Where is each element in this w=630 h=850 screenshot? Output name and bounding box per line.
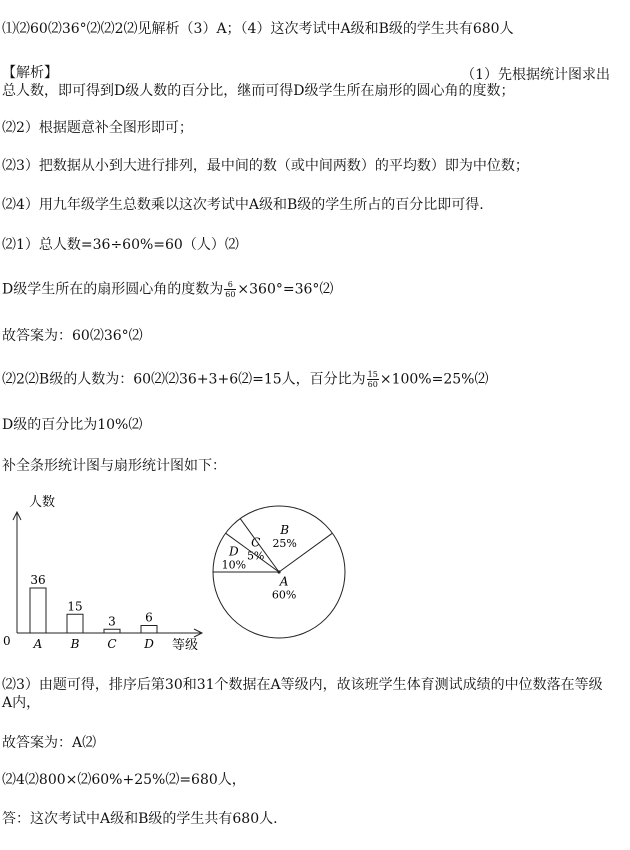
final-answer: 答：这次考试中A级和B级的学生共有680人. <box>2 811 278 827</box>
fraction-denominator: 60 <box>225 290 236 299</box>
d-angle-text: D级学生所在的扇形圆心角的度数为 <box>2 281 224 298</box>
d-angle-result: ×360°=36°⑵ <box>237 281 334 298</box>
solution-b-count <box>2 370 488 389</box>
pie-center-dot <box>277 570 280 573</box>
data-label-D: 6 <box>145 610 153 625</box>
slice-label-A: A <box>279 574 289 589</box>
answer-part-3: 故答案为：A⑵ <box>2 735 97 751</box>
slice-percent-B: 25% <box>272 537 297 551</box>
solution-total: ⑵1）总人数=36÷60%=60（人）⑵ <box>2 237 239 253</box>
analysis-intro-cont: 总人数，即可得到D级人数的百分比，继而可得D级学生所在扇形的圆心角的度数； <box>2 83 515 99</box>
tick-label-A: A <box>33 637 43 650</box>
slice-label-D: D <box>228 544 239 559</box>
fraction-numerator: 15 <box>367 370 378 379</box>
bar-chart <box>0 490 210 650</box>
tick-label-C: C <box>107 637 117 650</box>
solution-d-angle <box>2 280 333 299</box>
b-percent-result: ×100%=25%⑵ <box>379 371 489 388</box>
x-axis-label: 等级 <box>172 638 199 650</box>
slice-label-B: B <box>280 523 290 538</box>
solution-d-percent: D级的百分比为10%⑵ <box>2 417 143 433</box>
analysis-step-2: ⑵2）根据题意补全图形即可； <box>2 120 193 136</box>
y-axis-label: 人数 <box>29 495 56 510</box>
bar-B <box>67 614 83 633</box>
bar-C <box>104 629 120 633</box>
fraction-denominator: 60 <box>367 380 378 389</box>
slice-percent-A: 60% <box>271 588 297 602</box>
analysis-intro-right: （1）先根据统计图求出 <box>461 67 610 83</box>
data-label-A: 36 <box>30 573 46 587</box>
solution-part-4: ⑵4⑵800×⑵60%+25%⑵=680人， <box>2 772 246 788</box>
data-label-B: 15 <box>67 599 83 614</box>
bar-A <box>30 588 46 633</box>
analysis-step-3: ⑵3）把数据从小到大进行排列，最中间的数（或中间两数）的平均数）即为中位数； <box>2 158 529 174</box>
origin-label: 0 <box>3 634 11 648</box>
bar-D <box>141 626 157 634</box>
answer-part-1: 故答案为：60⑵36°⑵ <box>2 328 143 344</box>
solution-median-line-1: ⑵3）由题可得，排序后第30和31个数据在A等级内，故该班学生体育测试成绩的中位数落在等级 <box>2 677 603 693</box>
fraction-numerator: 6 <box>224 280 236 290</box>
tick-label-B: B <box>70 637 80 650</box>
b-count-text: ⑵2⑵B级的人数为：60⑵⑵36+3+6⑵=15人，百分比为 <box>2 371 366 388</box>
analysis-label: 【解析】 <box>2 65 58 81</box>
slice-percent-C: 5% <box>246 549 265 563</box>
d-angle-fraction <box>224 280 236 299</box>
tick-label-D: D <box>144 637 154 650</box>
slice-percent-D: 10% <box>221 558 247 572</box>
b-percent-fraction <box>367 370 379 389</box>
chart-intro: 补全条形统计图与扇形统计图如下： <box>2 458 226 474</box>
solution-median-line-2: A内， <box>2 695 41 711</box>
answer-header: ⑴⑵60⑵36°⑵⑵2⑵见解析（3）A；（4）这次考试中A级和B级的学生共有680人 <box>2 21 514 37</box>
pie-chart <box>205 496 355 646</box>
analysis-step-4: ⑵4）用九年级学生总数乘以这次考试中A级和B级的学生所占的百分比即可得. <box>2 197 484 213</box>
slice-label-C: C <box>251 535 261 550</box>
data-label-C: 3 <box>108 614 116 629</box>
